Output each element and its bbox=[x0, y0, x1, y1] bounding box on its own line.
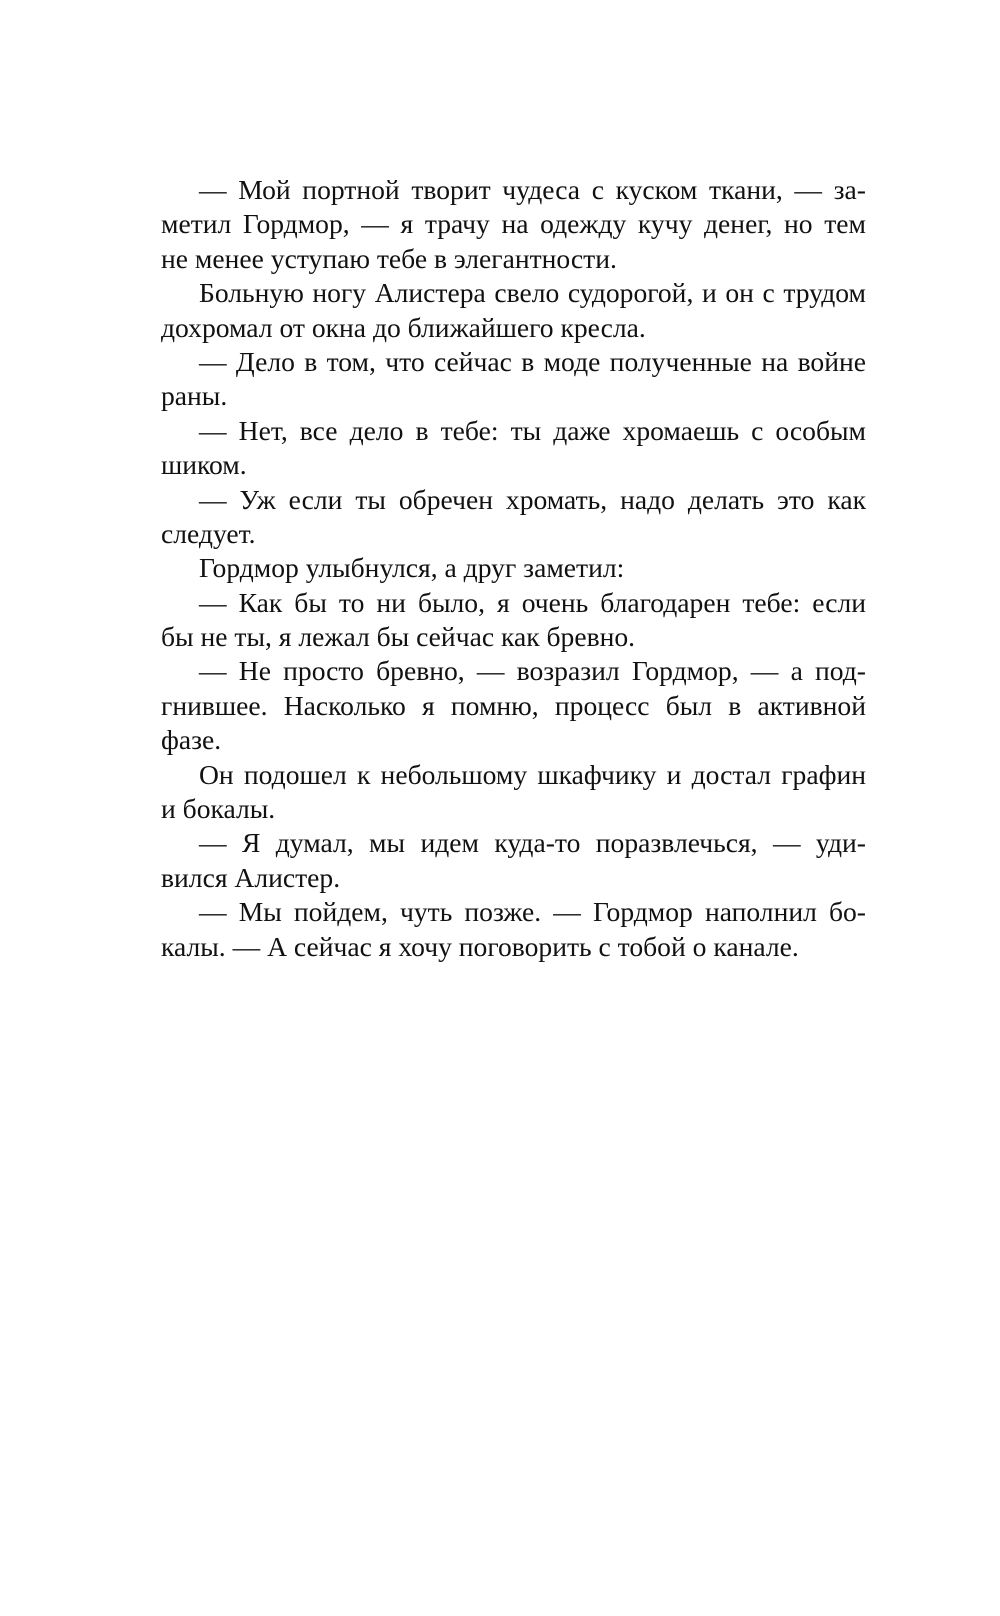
text-line: фазе. bbox=[161, 724, 222, 756]
text-line: метил Гордмор, — я трачу на одежду кучу денег, но тем bbox=[161, 208, 866, 240]
text-line: не менее уступаю тебе в элегантности. bbox=[161, 242, 617, 274]
text-line: следует. bbox=[161, 517, 256, 549]
text-line: раны. bbox=[161, 380, 228, 412]
text-line: — Я думал, мы идем куда-то поразвлечься, — уди- bbox=[199, 827, 866, 859]
text-line: — Мы пойдем, чуть позже. — Гордмор наполнил бо- bbox=[199, 896, 866, 928]
text-line: — Нет, все дело в тебе: ты даже хромаешь с особым bbox=[199, 414, 866, 446]
text-line: калы. — А сейчас я хочу поговорить с тобой о канале. bbox=[161, 930, 799, 962]
text-line: бы не ты, я лежал бы сейчас как бревно. bbox=[161, 621, 636, 653]
text-line: дохромал от окна до ближайшего кресла. bbox=[161, 311, 646, 343]
text-line: — Не просто бревно, — возразил Гордмор, — а под- bbox=[199, 655, 866, 687]
text-line: — Как бы то ни было, я очень благодарен тебе: если bbox=[199, 586, 866, 618]
text-line: — Мой портной творит чудеса с куском ткани, — за- bbox=[199, 174, 866, 205]
text-line: — Уж если ты обречен хромать, надо делать это как bbox=[199, 483, 866, 515]
text-line: Он подошел к небольшому шкафчику и достал графин bbox=[199, 758, 866, 790]
text-line: Больную ногу Алистера свело судорогой, и он с трудом bbox=[199, 277, 866, 309]
text-line: Гордмор улыбнулся, а друг заметил: bbox=[199, 552, 625, 584]
text-line: — Дело в том, что сейчас в моде полученные на войне bbox=[199, 345, 866, 377]
text-line: гнившее. Насколько я помню, процесс был в активной bbox=[161, 689, 866, 721]
body-text bbox=[161, 173, 866, 964]
text-line: и бокалы. bbox=[161, 793, 276, 825]
text-line: вился Алистер. bbox=[161, 861, 341, 893]
text-line: шиком. bbox=[161, 449, 247, 481]
